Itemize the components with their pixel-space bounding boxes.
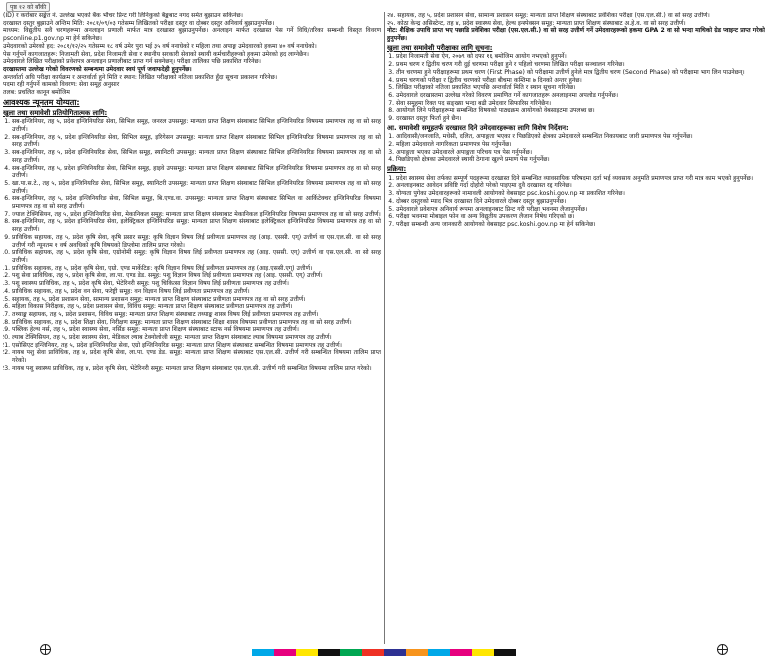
list-item: 4. प्रथम चरणको परीक्षा र द्वितीय चरणको परीक्षा बीचमा कम्तिमा ७ दिनको अन्तर हुनेछ। xyxy=(396,77,765,85)
list-item: २५. कोठा केन्द्र असिस्टेन्ट, तह ४, प्रदेश स्वास्थ्य सेवा, हेल्थ इन्स्पेक्सन समूह: मान्यता प्राप्त शिक्षण संस्थाबाट अ.हे.व. वा सो सरह उत्तीर्ण। xyxy=(387,19,686,27)
section-subtitle: खुला तथा समावेशी प्रतियोगितात्मक लागि: xyxy=(3,108,108,117)
notice-page xyxy=(3,12,765,644)
list-item: 3. अपाङ्गता भएका उमेदवारले अपाङ्गता परिचय पत्र पेस गर्नुपर्नेछ। xyxy=(396,149,765,157)
list-item: 17. तथ्याङ्क सहायक, तह ५, प्रदेश प्रशासन, विविध समूह: मान्यता प्राप्त शिक्षण संस्थाबाट तथ्याङ्क शास्त्र विषय लिई प्रवीणता प्रमाणपत्र तह उत्तीर्ण। xyxy=(12,311,381,319)
list-item: 15. सहायक, तह ५, प्रदेश प्रशासन सेवा, सामान्य प्रशासन समूह: मान्यता प्राप्त शिक्षण संस्थाबाट प्रवीणता प्रमाणपत्र तह वा सो सरह उत्तीर्ण। xyxy=(12,296,381,304)
list-item: 9. प्राविधिक सहायक, तह ५, प्रदेश कृषि सेवा, कृषि प्रसार समूह: कृषि विज्ञान विषय लिई प्रवीणता प्रमाणपत्र तह (आइ. एससी. एग्) उत्तीर्ण वा एस.एल.सी. वा सो सरह उत्तीर्ण गरी न्यूनतम १ वर्ष अवधिको कृषि विषयको डिप्लोमा तालिम प्राप्त गरेको। xyxy=(12,234,381,249)
list-item: 12. पशु सेवा प्राविधिक, तह ५, प्रदेश कृषि सेवा, ला.पा. एण्ड डेड. समूह: पशु विज्ञान विषय लिई प्रवीणता प्रमाणपत्र तह (आइ. एससी. एग्) उत्तीर्ण। xyxy=(12,272,381,280)
print-color-bar xyxy=(0,644,768,656)
color-swatch xyxy=(340,649,362,656)
list-item: 20. ल्याब टेक्निसियन, तह ५, प्रदेश स्वास्थ्य सेवा, मेडिकल ल्याब टेक्नोलोजी समूह: मान्यता प्राप्त शिक्षण संस्थाबाट ल्याब विषयमा प्रमाणपत्र तह उत्तीर्ण। xyxy=(12,334,381,342)
list-item: 6. परीक्षा भवनमा मोबाइल फोन वा अन्य विद्युतीय उपकरण लैजान निषेध गरिएको छ। xyxy=(396,213,765,221)
list-item: 3. सब-इन्जिनियर, तह ५, प्रदेश इन्जिनियरिङ सेवा, सिभिल समूह, स्यानिटरी उपसमूह: मान्यता प्राप्त शिक्षण संस्थाबाट सिभिल इन्जिनियरिङ विषयमा प्रमाणपत्र तह वा सो सरह उत्तीर्ण। xyxy=(12,149,381,164)
list-item: 14. प्राविधिक सहायक, तह ५, प्रदेश वन सेवा, फरेष्ट्री समूह: वन विज्ञान विषय लिई प्रवीणता प्रमाणपत्र तह उत्तीर्ण। xyxy=(12,288,381,296)
list-item: २४. सहायक, तह ५, प्रदेश प्रशासन सेवा, सामान्य प्रशासन समूह: मान्यता प्राप्त शिक्षण संस्थाबाट प्रवेशिका परीक्षा (एस.एल.सी.) वा सो सरह उत्तीर्ण। xyxy=(387,12,710,19)
list-item: 1. सब-इन्जिनियर, तह ५, प्रदेश इन्जिनियरिङ सेवा, सिभिल समूह, जनरल उपसमूह: मान्यता प्राप्त शिक्षण संस्थाबाट सिभिल इन्जिनियरिङ विषयमा प्रमाणपत्र तह वा सो सरह उत्तीर्ण। xyxy=(12,118,381,133)
intro-line: दरखास्तमा उल्लेख गरेको विवरणको सम्बन्धमा उमेदवार स्वयं पूर्ण जवाफदेही हुनुपर्नेछ। xyxy=(3,65,192,73)
list-item: 3. योग्यता पुगेका उमेदवारहरूको नामावली आयोगको वेबसाइट psc.koshi.gov.np मा प्रकाशित गरिनेछ। xyxy=(396,190,765,198)
list-item: 5. उमेदवारले प्रवेशपत्र अनिवार्य रूपमा अनलाइनबाट प्रिन्ट गरी परीक्षा भवनमा लैजानुपर्नेछ। xyxy=(396,206,765,214)
notice-points-list xyxy=(387,53,765,122)
section-title: आवश्यक न्यूनतम योग्यता: xyxy=(3,97,80,107)
color-swatch xyxy=(406,649,428,656)
list-item: 2. महिला उमेदवारले नागरिकता प्रमाणपत्र पेस गर्नुपर्नेछ। xyxy=(396,141,765,149)
list-item: 18. प्राविधिक सहायक, तह ५, प्रदेश शिक्षा सेवा, निरीक्षण समूह: मान्यता प्राप्त शिक्षण संस्थाबाट शिक्षा शास्त्र विषयमा प्रवीणता प्रमाणपत्र तह वा सो सरह उत्तीर्ण। xyxy=(12,319,381,327)
color-calibration-strip xyxy=(252,649,516,656)
list-item: 10. प्राविधिक सहायक, तह ५, प्रदेश कृषि सेवा, एग्रोनोमी समूह: कृषि विज्ञान विषय लिई प्रवीणता प्रमाणपत्र तह (आइ. एससी. एग्) उत्तीर्ण वा एस.एल.सी. वा सो सरह उत्तीर्ण। xyxy=(12,249,381,264)
list-item: 1. प्रदेश निजामती सेवा ऐन, २०७९ को दफा १६ बमोजिम आयोग नभएको हुनुपर्ने। xyxy=(396,53,765,61)
list-item: 3. तीन चरणमा हुने परीक्षाहरूमा प्रथम चरण (First Phase) को परीक्षामा उत्तीर्ण हुनेले मात्र द्वितीय चरण (Second Phase) को परीक्षामा भाग लिन पाउनेछन्। xyxy=(396,69,765,77)
intro-line: पेस गर्नुपर्ने कागजातहरू: निजामती सेवा, प्रदेश निजामती सेवा र स्थानीय सरकारी सेवाको स्थायी कर्मचारीहरूको हकमा उमेरको हद लाग्नेछैन। xyxy=(3,50,309,58)
intro-line: पदमा रही गर्नुपर्ने कामको विवरण: सेवा समूह अनुसार xyxy=(3,81,120,89)
color-swatch xyxy=(472,649,494,656)
intro-line: माध्यम: विद्युतीय सवै चरणहरूमा अनलाइन प्रणाली मार्फत मात्र दरखास्त बुझाउनुपर्नेछ। अनलाइन मार्फत दरखास्त पेस गर्ने विधि/तरिका सम्बन्धी विस्तृत विवरण psconline.p1.gov.np मा हेर्न सकिनेछ। xyxy=(3,27,381,43)
list-item: 7. परीक्षा सम्बन्धी अन्य जानकारी आयोगको वेबसाइट psc.koshi.gov.np मा हेर्न सकिनेछ। xyxy=(396,221,765,229)
list-item: 5. खा.पा.स.टे., तह ५, प्रदेश इन्जिनियरिङ सेवा, सिभिल समूह, स्यानिटरी उपसमूह: मान्यता प्राप्त शिक्षण संस्थाबाट सिभिल इन्जिनियरिङ विषयमा प्रमाणपत्र तह वा सो सरह उत्तीर्ण। xyxy=(12,180,381,195)
list-item: 4. दोब्बर दस्तुरको म्याद भित्र दरखास्त दिने उमेदवारले दोब्बर दस्तुर बुझाउनुपर्नेछ। xyxy=(396,198,765,206)
list-item: 13. पशु स्वास्थ्य प्राविधिक, तह ५, प्रदेश कृषि सेवा, भेटेरिनरी समूह: पशु चिकित्सा विज्ञान विषय लिई प्रवीणता प्रमाणपत्र तह उत्तीर्ण। xyxy=(12,280,381,288)
list-item: 19. पब्लिक हेल्थ नर्स, तह ५, प्रदेश स्वास्थ्य सेवा, नर्सिङ समूह: मान्यता प्राप्त शिक्षण संस्थाबाट स्टाफ नर्स विषयमा प्रमाणपत्र तह उत्तीर्ण। xyxy=(12,326,381,334)
list-item: 7. ज्याल टेक्निसियन, तह ५, प्रदेश इन्जिनियरिङ सेवा, मेकानिकल समूह: मान्यता प्राप्त शिक्षण संस्थाबाट मेकानिकल इन्जिनियरिङ विषयमा प्रमाणपत्र तह वा सो सरह उत्तीर्ण। xyxy=(12,211,381,219)
list-item: 7. सेवा समूहमा रिक्त पद सङ्ख्या भन्दा बढी उमेदवार सिफारिस गरिनेछैन। xyxy=(396,100,765,108)
section-title: खुला तथा समावेशी परीक्षाका लागि सूचना: xyxy=(387,43,493,52)
section-title: प्रक्रिया: xyxy=(387,165,407,174)
list-item: 21. एसोसिएट इन्जिनियर, तह ५, प्रदेश इन्जिनियरिङ सेवा, एग्रो इन्जिनियरिङ समूह: मान्यता प्राप्त शिक्षण संस्थाबाट सम्बन्धित विषयमा प्रमाणपत्र तह उत्तीर्ण। xyxy=(12,342,381,350)
registration-mark-icon xyxy=(717,644,728,655)
list-item: 2. सब-इन्जिनियर, तह ५, प्रदेश इन्जिनियरिङ सेवा, सिभिल समूह, इरिगेसन उपसमूह: मान्यता प्राप्त शिक्षण संस्थाबाट सिभिल इन्जिनियरिङ विषयमा प्रमाणपत्र तह वा सो सरह उत्तीर्ण। xyxy=(12,134,381,149)
registration-mark-icon xyxy=(40,644,51,655)
color-swatch xyxy=(384,649,406,656)
color-swatch xyxy=(494,649,516,656)
intro-line: (ID) र करोबार सङ्केत नं. उल्लेख भएको बैंक भौचर प्रिन्ट गरी लिनिकुको बैङ्कबाट नगद समेत बुझाउन सकिनेछ। xyxy=(3,12,243,19)
list-item: 8. आयोगले लिने परीक्षाहरूमा सम्बन्धित विषयको पाठ्यक्रम आयोगको वेबसाइटमा उपलब्ध छ। xyxy=(396,107,765,115)
color-swatch xyxy=(450,649,472,656)
intro-line: तलब: प्रचलित कानून बमोजिम xyxy=(3,89,70,97)
inclusive-list xyxy=(387,133,765,164)
intro-line: अन्तर्वार्ता अघि परीक्षा कार्यक्रम र अन्तर्वार्ता हुने मिति र स्थान: लिखित परीक्षाको नतिजा प्रकाशित हुँदा सूचना प्रकाशन गरिनेछ। xyxy=(3,73,278,81)
page-continuation-tag: पृष्ठ १२ को बाँकी xyxy=(6,2,50,12)
list-item: 6. सब-इन्जिनियर, तह ५, प्रदेश इन्जिनियरिङ सेवा, सिभिल समूह, बि.एण्ड.वा. उपसमूह: मान्यता प्राप्त शिक्षण संस्थाबाट सिभिल वा आर्किटेक्चर इन्जिनियरिङ विषयमा प्रमाणपत्र तह वा सो सरह उत्तीर्ण। xyxy=(12,195,381,210)
right-column xyxy=(387,12,765,644)
color-swatch xyxy=(252,649,274,656)
color-swatch xyxy=(274,649,296,656)
list-item: 4. सब-इन्जिनियर, तह ५, प्रदेश इन्जिनियरिङ सेवा, सिभिल समूह, हाइवे उपसमूह: मान्यता प्राप्त शिक्षण संस्थाबाट सिभिल इन्जिनियरिङ विषयमा प्रमाणपत्र तह वा सो सरह उत्तीर्ण। xyxy=(12,165,381,180)
list-item: 2. अनलाइनबाट आवेदन प्रविष्टि गर्दा दोहोरो परेको पाइएमा दुवै दरखास्त रद्द गरिनेछ। xyxy=(396,182,765,190)
list-item: 6. उमेदवारले दरखास्तमा उल्लेख गरेको विवरण प्रमाणित गर्ने कागजातहरू अनलाइनमा अपलोड गर्नुपर्नेछ। xyxy=(396,92,765,100)
intro-line: उमेदवारको उमेरको हद: २०८१/१२/२५ गतेसम्म १८ वर्ष उमेर पुरा भई ३५ वर्ष ननाघेको र महिला तथा अपाङ्ग उमेदवारको हकमा ४० वर्ष ननाघेको। xyxy=(3,42,317,50)
procedure-list xyxy=(387,175,765,229)
intro-line: उमेदवारले लिखित परीक्षाको प्रवेशपत्र अनलाइन प्रणालीबाट प्राप्त गर्न सक्नेछन्। परीक्षा तालिका पछि प्रकाशित गरिनेछ। xyxy=(3,58,261,66)
list-item: 1. आदिवासी/जनजाति, मधेसी, दलित, अपाङ्गता भएका र पिछडिएको क्षेत्रका उमेदवारले सम्बन्धित निकायबाट जारी प्रमाणपत्र पेस गर्नुपर्नेछ। xyxy=(396,133,765,141)
list-item: 9. दरखास्त दस्तुर फिर्ता हुने छैन। xyxy=(396,115,765,123)
note-text: नोट: शैक्षिक उपाधि प्राप्त भए पछाडि प्रवेशिका परीक्षा (एस.एल.सी.) वा सो सरह उत्तीर्ण गर्ने उमेदवारहरूको हकमा GPA 2 वा सो भन्दा माथिको ग्रेड प्वाइन्ट प्राप्त गरेको हुनुपर्नेछ। xyxy=(387,27,765,43)
qualification-list xyxy=(3,118,381,372)
list-item: 2. प्रथम चरण र द्वितीय चरण गरी दुई चरणमा परीक्षा हुने र पहिलो चरणमा लिखित परीक्षा सञ्चालन गरिनेछ। xyxy=(396,61,765,69)
color-swatch xyxy=(318,649,340,656)
list-item: 8. सब-इन्जिनियर, तह ५, प्रदेश इन्जिनियरिङ सेवा, इलेक्ट्रिकल इन्जिनियरिङ समूह: मान्यता प्राप्त शिक्षण संस्थाबाट इलेक्ट्रिकल इन्जिनियरिङ विषयमा प्रमाणपत्र तह वा सो सरह उत्तीर्ण। xyxy=(12,218,381,233)
left-column xyxy=(3,12,381,644)
list-item: 23. नायब पशु स्वास्थ्य प्राविधिक, तह ४, प्रदेश कृषि सेवा, भेटेरिनरी समूह: मान्यता प्राप्त शिक्षण संस्थाबाट एस.एल.सी. उत्तीर्ण गरी सम्बन्धित विषयमा तालिम प्राप्त गरेको। xyxy=(12,365,381,373)
list-item: 4. पिछडिएको क्षेत्रका उमेदवारले स्थायी ठेगाना खुल्ने प्रमाण पेस गर्नुपर्नेछ। xyxy=(396,156,765,164)
color-swatch xyxy=(362,649,384,656)
column-divider xyxy=(384,12,385,644)
list-item: 1. प्रदेश स्वास्थ्य सेवा तर्फका सम्पूर्ण पदहरूमा दरखास्त दिने सम्बन्धित व्यावसायिक परिषदमा दर्ता भई व्यवसाय अनुमति प्रमाणपत्र प्राप्त गरी मात्र काम भएको हुनुपर्नेछ। xyxy=(396,175,765,183)
color-swatch xyxy=(428,649,450,656)
list-item: 11. प्राविधिक सहायक, तह ५, प्रदेश कृषि सेवा, एग्रो. एण्ड मार्केटिङ: कृषि विज्ञान विषय लिई प्रवीणता प्रमाणपत्र तह (आइ.एससी.एग्) उत्तीर्ण। xyxy=(12,265,381,273)
section-subtitle: आ. समावेशी समूहतर्फ दरखास्त दिने उमेदवारहरूका लागि विशेष निर्देशन: xyxy=(387,123,569,132)
intro-line: दरखास्त दस्तुर बुझाउने अन्तिम मिति: २०८१/०९/०३ गतेसम्म लिखितको परीक्षा दस्तुर वा दोब्बर दस्तुर अनिवार्य बुझाउनुपर्नेछ। xyxy=(3,19,275,27)
list-item: 5. लिखित परीक्षाको नतिजा प्रकाशित भएपछि अन्तर्वार्ता मिति र स्थान सूचना गरिनेछ। xyxy=(396,84,765,92)
color-swatch xyxy=(296,649,318,656)
list-item: 22. नायब पशु सेवा प्राविधिक, तह ४, प्रदेश कृषि सेवा, ला.पा. एण्ड डेड. समूह: मान्यता प्राप्त शिक्षण संस्थाबाट एस.एल.सी. उत्तीर्ण गरी सम्बन्धित विषयमा तालिम प्राप्त गरेको। xyxy=(12,349,381,364)
list-item: 16. महिला विकास निरीक्षक, तह ५, प्रदेश प्रशासन सेवा, विविध समूह: मान्यता प्राप्त शिक्षण संस्थाबाट प्रवीणता प्रमाणपत्र तह उत्तीर्ण। xyxy=(12,303,381,311)
